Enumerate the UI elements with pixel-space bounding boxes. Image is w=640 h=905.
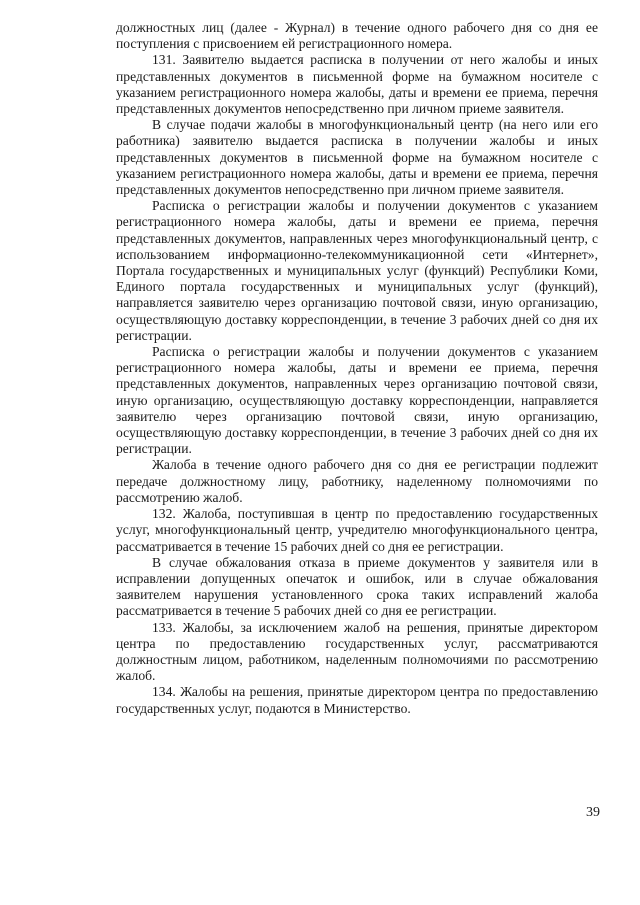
page-number: 39	[586, 805, 600, 820]
paragraph-transfer: Жалоба в течение одного рабочего дня со дня ее регистрации подлежит передаче должностному лицу, работнику, наделенному полномочиями по рассмотрению жалоб.	[116, 457, 598, 505]
paragraph-receipt-internet: Расписка о регистрации жалобы и получении документов с указанием регистрационного номера жалобы, даты и времени ее приема, перечня представленных документов, направленных через многофункциональный центр, с использованием информационно-телекоммуникационной сети «Интернет», Портала государственных и муниципальных услуг (функций) Республики Коми, Единого портала государственных и муниципальных услуг (функций), направляется заявителю через организацию почтовой связи, иную организацию, осуществляющую доставку корреспонденции, в течение 3 рабочих дней со дня их регистрации.	[116, 198, 598, 343]
paragraph-refusal-appeal: В случае обжалования отказа в приеме документов у заявителя или в исправлении допущенных опечаток и ошибок, или в случае обжалования заявителем нарушения установленного срока таких исправлений жалоба рассматривается в течение 5 рабочих дней со дня ее регистрации.	[116, 554, 598, 619]
paragraph-133: 133. Жалобы, за исключением жалоб на решения, принятые директором центра по предоставлению государственных услуг, рассматриваются должностным лицом, работником, наделенным полномочиями по рассмотрению жалоб.	[116, 619, 598, 684]
document-body	[116, 20, 598, 717]
paragraph-continuation: должностных лиц (далее - Журнал) в течение одного рабочего дня со дня ее поступления с присвоением ей регистрационного номера.	[116, 20, 598, 52]
paragraph-receipt-postal: Расписка о регистрации жалобы и получении документов с указанием регистрационного номера жалобы, даты и времени ее приема, перечня представленных документов, направленных через организацию почтовой связи, иную организацию, осуществляющую доставку корреспонденции, направляется заявителю через организацию почтовой связи, иную организацию, осуществляющую доставку корреспонденции, в течение 3 рабочих дней со дня их регистрации.	[116, 344, 598, 457]
paragraph-132: 132. Жалоба, поступившая в центр по предоставлению государственных услуг, многофункциональный центр, учредителю многофункционального центра, рассматривается в течение 15 рабочих дней со дня ее регистрации.	[116, 506, 598, 554]
paragraph-134: 134. Жалобы на решения, принятые директором центра по предоставлению государственных услуг, подаются в Министерство.	[116, 684, 598, 716]
paragraph-mfc-receipt: В случае подачи жалобы в многофункциональный центр (на него или его работника) заявителю выдается расписка в получении жалобы и иных представленных документов в письменной форме на бумажном носителе с указанием регистрационного номера жалобы, даты и времени ее приема, перечня представленных документов непосредственно при личном приеме заявителя.	[116, 117, 598, 198]
paragraph-131: 131. Заявителю выдается расписка в получении от него жалобы и иных представленных документов в письменной форме на бумажном носителе с указанием регистрационного номера жалобы, даты и времени ее приема, перечня представленных документов непосредственно при личном приеме заявителя.	[116, 52, 598, 117]
